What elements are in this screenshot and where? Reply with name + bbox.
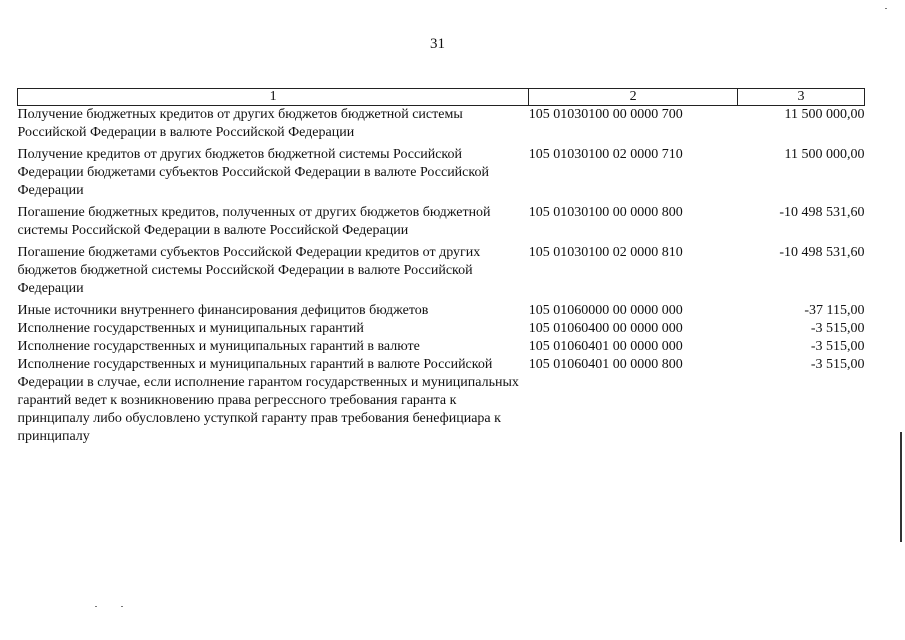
- table-row: [18, 356, 865, 446]
- row-amount: -3 515,00: [810, 321, 865, 336]
- row-description: Исполнение государственных и муниципальных гарантий в валюте: [17, 339, 420, 354]
- scan-speck: [121, 606, 123, 607]
- table-row: [18, 146, 865, 204]
- row-code: 105 01030100 00 0000 700: [528, 107, 683, 122]
- row-code: 105 01060000 00 0000 000: [528, 303, 683, 318]
- row-code: 105 01060401 00 0000 800: [528, 357, 683, 372]
- row-description: Исполнение государственных и муниципальных гарантий в валюте Российской Федерации в случае, если исполнение гарантом государственных и муниципальных гарантий ведет к возникновению права регрессного требования гаранта к принципалу либо обусловлено уступкой гаранту прав требования бенефициара к принципалу: [17, 357, 519, 444]
- column-header-1: 1: [18, 89, 529, 106]
- row-amount: 11 500 000,00: [784, 147, 865, 162]
- row-description: Получение бюджетных кредитов от других бюджетов бюджетной системы Российской Федерации в валюте Российской Федерации: [17, 107, 463, 140]
- scan-speck: [885, 8, 887, 9]
- table-row: [18, 302, 865, 320]
- row-code: 105 01060401 00 0000 000: [528, 339, 683, 354]
- scan-edge-line: [900, 432, 902, 542]
- row-amount: -10 498 531,60: [779, 205, 865, 220]
- row-code: 105 01030100 02 0000 810: [528, 245, 683, 260]
- row-description: Погашение бюджетами субъектов Российской Федерации кредитов от других бюджетов бюджетной системы Российской Федерации в валюте Российской Федерации: [17, 245, 481, 296]
- row-amount: -3 515,00: [810, 339, 865, 354]
- budget-sources-table: [17, 88, 865, 446]
- row-code: 105 01060400 00 0000 000: [528, 321, 683, 336]
- table-row: [18, 320, 865, 338]
- table-row: [18, 244, 865, 302]
- table-header-row: [18, 89, 865, 106]
- row-amount: -10 498 531,60: [779, 245, 865, 260]
- page-number: 31: [430, 36, 445, 52]
- table-row: [18, 338, 865, 356]
- row-description: Исполнение государственных и муниципальных гарантий: [17, 321, 364, 336]
- row-description: Погашение бюджетных кредитов, полученных от других бюджетов бюджетной системы Российской Федерации в валюте Российской Федерации: [17, 205, 491, 238]
- column-header-3: 3: [738, 89, 865, 106]
- row-amount: -37 115,00: [804, 303, 865, 318]
- row-amount: 11 500 000,00: [784, 107, 865, 122]
- row-description: Иные источники внутреннего финансирования дефицитов бюджетов: [17, 303, 429, 318]
- row-code: 105 01030100 00 0000 800: [528, 205, 683, 220]
- table-row: [18, 204, 865, 244]
- row-amount: -3 515,00: [810, 357, 865, 372]
- row-code: 105 01030100 02 0000 710: [528, 147, 683, 162]
- row-description: Получение кредитов от других бюджетов бюджетной системы Российской Федерации бюджетами субъектов Российской Федерации в валюте Российской Федерации: [17, 147, 489, 198]
- scan-speck: [95, 606, 97, 607]
- table-row: [18, 106, 865, 147]
- column-header-2: 2: [529, 89, 738, 106]
